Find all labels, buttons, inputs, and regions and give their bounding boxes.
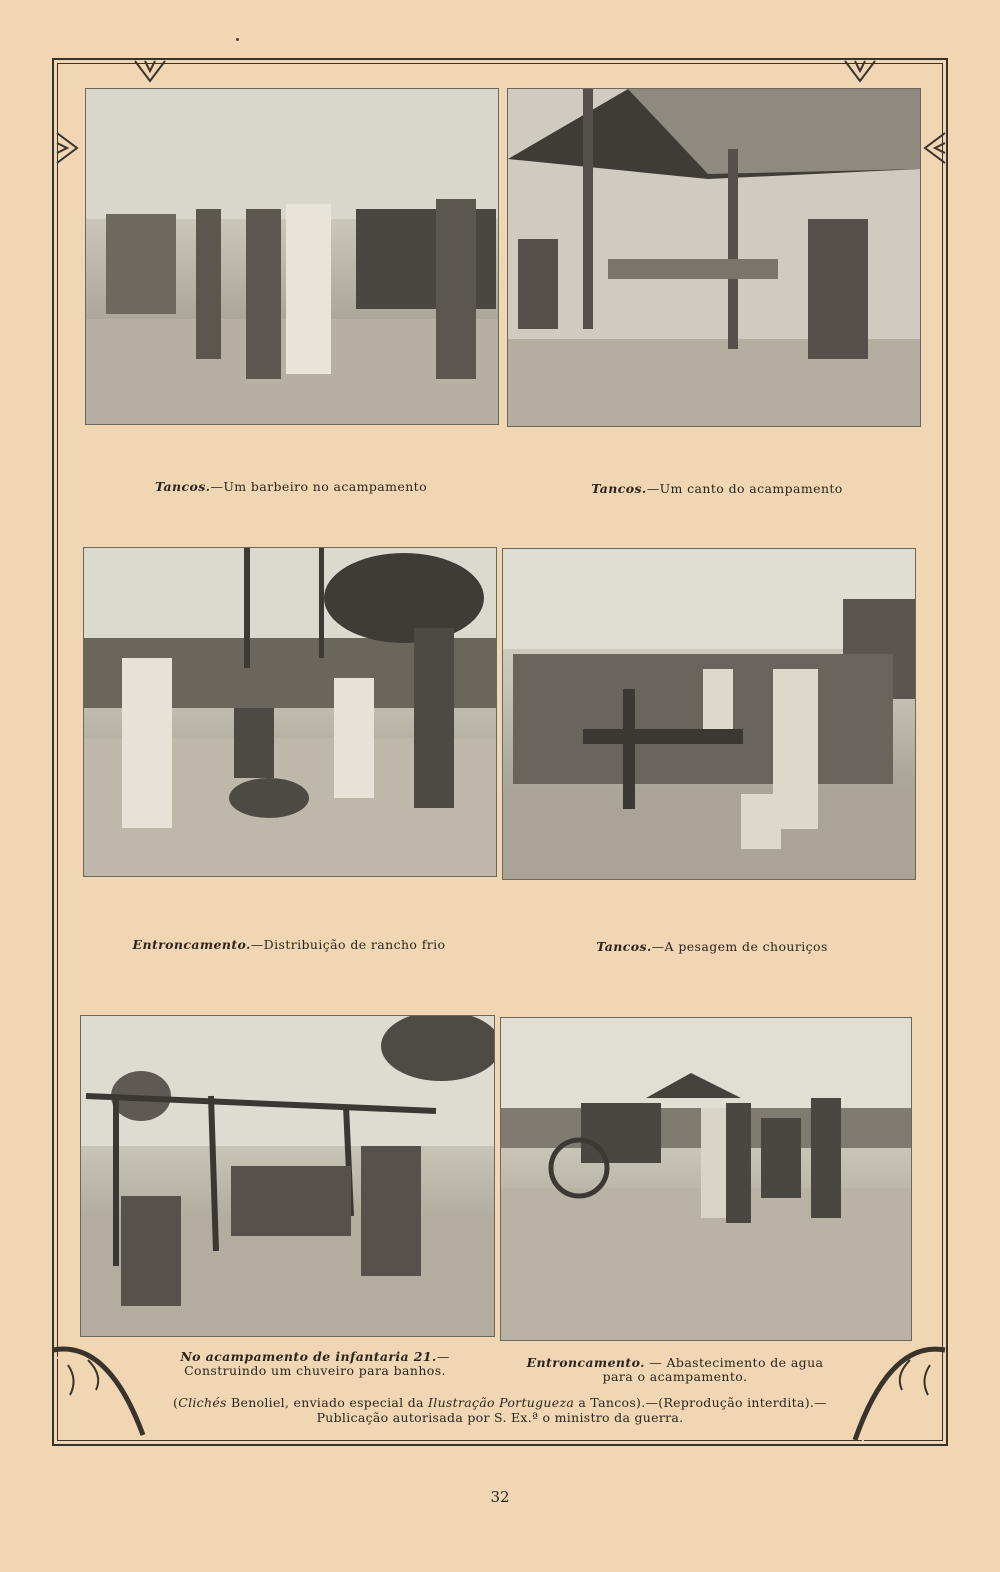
photo-cold-rations xyxy=(83,547,497,877)
caption-water-supply: Entroncamento. — Abastecimento de agua para o acampamento. xyxy=(526,1355,824,1384)
photo-shower-construction xyxy=(80,1015,495,1337)
photo-sausage-weighing xyxy=(502,548,916,880)
caption-sausage-weighing: Tancos.—A pesagem de chouriços xyxy=(596,939,828,954)
caption-camp-corner: Tancos.—Um canto do acampamento xyxy=(591,481,843,496)
vine-ornament-icon xyxy=(48,1340,158,1450)
photo-camp-corner xyxy=(507,88,921,427)
caption-barber: Tancos.—Um barbeiro no acampamento xyxy=(154,479,427,494)
photo-water-supply xyxy=(500,1017,912,1341)
page-number: 32 xyxy=(490,1488,510,1506)
caption-cold-rations: Entroncamento.—Distribuição de rancho frio xyxy=(132,937,446,952)
vine-ornament-icon xyxy=(840,1340,950,1455)
photo-barber xyxy=(85,88,499,425)
caption-shower-construction: No acampamento de infantaria 21.—Construindo um chuveiro para banhos. xyxy=(180,1349,450,1378)
photo-credit: (Clichés Benoliel, enviado especial da Ilustração Portugueza a Tancos).—(Reprodução interdita).—Publicação autorisada por S. Ex.ª o ministro da guerra. xyxy=(173,1395,827,1425)
ink-dot xyxy=(236,38,239,41)
